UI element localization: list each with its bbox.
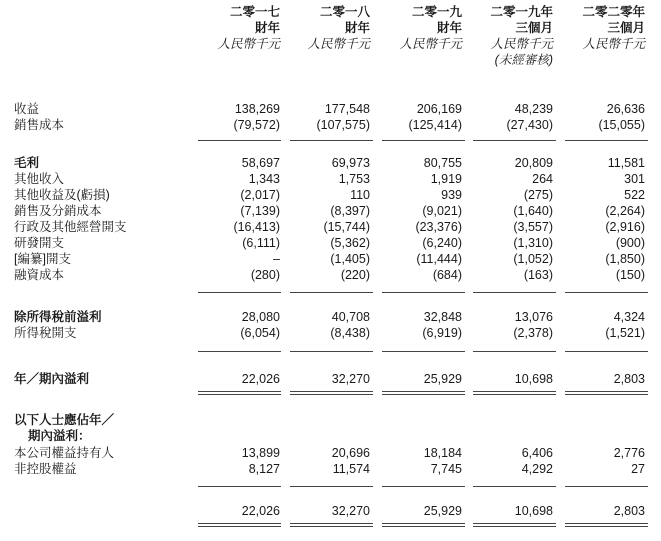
rule-single <box>198 292 281 293</box>
rule-single <box>382 351 465 352</box>
cell-value: (11,444) <box>416 252 462 266</box>
row-label: 銷售成本 <box>14 118 65 132</box>
rule-single <box>382 140 465 141</box>
rule-double <box>198 523 281 527</box>
cell-value: 177,548 <box>324 102 370 116</box>
cell-value: 206,169 <box>416 102 462 116</box>
row-label: 毛利 <box>14 156 40 170</box>
col-header-fy2018 <box>307 4 370 52</box>
cell-value: (2,378) <box>513 326 553 340</box>
cell-value: (125,414) <box>408 118 462 132</box>
col-header-3m2020 <box>582 4 645 52</box>
cell-value: (6,054) <box>240 326 280 340</box>
cell-value: (6,240) <box>422 236 462 250</box>
cell-value: 80,755 <box>423 156 462 170</box>
row-owners-of-company <box>0 445 661 461</box>
rule-double <box>473 391 556 395</box>
cell-value: (9,021) <box>422 204 462 218</box>
row-rnd-expenses <box>0 235 661 251</box>
cell-value: (1,850) <box>605 252 645 266</box>
cell-value: 48,239 <box>514 102 553 116</box>
cell-value: 110 <box>350 188 370 202</box>
cell-value: 2,776 <box>613 446 645 460</box>
row-label: 非控股權益 <box>14 462 77 476</box>
cell-value: 4,292 <box>521 462 553 476</box>
cell-value: (280) <box>250 268 280 282</box>
cell-value: 8,127 <box>248 462 280 476</box>
cell-value: 6,406 <box>521 446 553 460</box>
cell-value: 13,899 <box>241 446 280 460</box>
row-label: 年／期內溢利 <box>14 372 90 386</box>
rule-single <box>473 351 556 352</box>
col-header-line2: 三個月 <box>515 21 553 35</box>
cell-value: (1,640) <box>513 204 553 218</box>
cell-value: (6,111) <box>242 236 280 250</box>
col-header-line2: 財年 <box>436 21 462 35</box>
rule-double <box>565 391 648 395</box>
row-label: 以下人士應佔年／ <box>14 413 115 427</box>
cell-value: 18,184 <box>423 446 462 460</box>
col-header-line1: 二零一九 <box>411 5 462 19</box>
col-header-line2: 財年 <box>254 21 280 35</box>
cell-value: 522 <box>624 188 645 202</box>
col-header-unit: 人民幣千元 <box>399 37 462 51</box>
rule-double <box>290 523 373 527</box>
cell-value: 301 <box>624 172 645 186</box>
row-gross-profit <box>0 155 661 171</box>
rule-single <box>290 351 373 352</box>
row-listing-expenses <box>0 251 661 267</box>
cell-value: 28,080 <box>241 310 280 324</box>
cell-value: 27 <box>631 462 645 476</box>
rule-double <box>198 391 281 395</box>
rule-single <box>565 351 648 352</box>
cell-value: (15,055) <box>598 118 645 132</box>
cell-value: 11,574 <box>332 462 370 476</box>
col-header-line2: 財年 <box>344 21 370 35</box>
rule-single <box>198 486 281 487</box>
cell-value: 939 <box>441 188 462 202</box>
row-non-controlling-interests <box>0 461 661 477</box>
rule-double <box>290 391 373 395</box>
cell-value: 10,698 <box>514 504 553 518</box>
cell-value: 7,745 <box>430 462 462 476</box>
cell-value: (900) <box>615 236 645 250</box>
cell-value: 20,809 <box>514 156 553 170</box>
row-finance-costs <box>0 267 661 283</box>
row-selling-distribution <box>0 203 661 219</box>
row-label: 銷售及分銷成本 <box>14 204 102 218</box>
cell-value: (2,264) <box>605 204 645 218</box>
cell-value: (275) <box>523 188 553 202</box>
col-header-note: (未經審核) <box>494 53 553 67</box>
cell-value: 22,026 <box>241 372 280 386</box>
col-header-line1: 二零二零年 <box>582 5 645 19</box>
row-label: 除所得稅前溢利 <box>14 310 102 324</box>
rule-double <box>382 391 465 395</box>
cell-value: 26,636 <box>606 102 645 116</box>
rule-single <box>198 140 281 141</box>
cell-value: (107,575) <box>316 118 370 132</box>
rule-single <box>473 486 556 487</box>
rule-single <box>565 140 648 141</box>
cell-value: – <box>273 252 280 266</box>
row-label: [編纂]開支 <box>14 252 71 266</box>
cell-value: (150) <box>615 268 645 282</box>
rule-single <box>198 351 281 352</box>
cell-value: 20,696 <box>331 446 370 460</box>
cell-value: 138,269 <box>234 102 280 116</box>
rule-single <box>382 292 465 293</box>
cell-value: 13,076 <box>514 310 553 324</box>
col-header-fy2017 <box>217 4 280 52</box>
row-label: 融資成本 <box>14 268 65 282</box>
row-profit-for-period <box>0 371 661 387</box>
cell-value: (15,744) <box>323 220 370 234</box>
cell-value: 40,708 <box>331 310 370 324</box>
rule-single <box>565 292 648 293</box>
row-label: 研發開支 <box>14 236 65 250</box>
attributable-heading-line1 <box>0 412 661 428</box>
row-label: 其他收入 <box>14 172 65 186</box>
row-label: 所得稅開支 <box>14 326 77 340</box>
cell-value: 25,929 <box>423 504 462 518</box>
cell-value: 22,026 <box>241 504 280 518</box>
rule-double <box>565 523 648 527</box>
row-label: 本公司權益持有人 <box>14 446 115 460</box>
col-header-line1: 二零一八 <box>319 5 370 19</box>
cell-value: 32,270 <box>331 504 370 518</box>
cell-value: 2,803 <box>613 504 645 518</box>
cell-value: (163) <box>523 268 553 282</box>
row-other-gains-losses <box>0 187 661 203</box>
cell-value: (1,310) <box>513 236 553 250</box>
col-header-line2: 三個月 <box>607 21 645 35</box>
cell-value: 1,919 <box>430 172 462 186</box>
row-label: 行政及其他經營開支 <box>14 220 127 234</box>
row-profit-before-tax <box>0 309 661 325</box>
col-header-unit: 人民幣千元 <box>307 37 370 51</box>
cell-value: (27,430) <box>506 118 553 132</box>
rule-single <box>473 292 556 293</box>
rule-single <box>290 140 373 141</box>
cell-value: 264 <box>532 172 553 186</box>
cell-value: 2,803 <box>613 372 645 386</box>
rule-single <box>565 486 648 487</box>
cell-value: 32,848 <box>423 310 462 324</box>
rule-single <box>290 292 373 293</box>
col-header-line1: 二零一九年 <box>490 5 553 19</box>
cell-value: (1,521) <box>605 326 645 340</box>
cell-value: 10,698 <box>514 372 553 386</box>
cell-value: (79,572) <box>233 118 280 132</box>
cell-value: (6,919) <box>422 326 462 340</box>
cell-value: 58,697 <box>241 156 280 170</box>
cell-value: 32,270 <box>331 372 370 386</box>
col-header-unit: 人民幣千元 <box>217 37 280 51</box>
attributable-heading-line2 <box>0 428 661 444</box>
cell-value: (8,438) <box>330 326 370 340</box>
cell-value: (16,413) <box>233 220 280 234</box>
cell-value: (5,362) <box>330 236 370 250</box>
col-header-3m2019 <box>490 4 553 68</box>
col-header-unit: 人民幣千元 <box>582 37 645 51</box>
cell-value: (1,052) <box>513 252 553 266</box>
cell-value: 1,753 <box>338 172 370 186</box>
cell-value: 11,581 <box>607 156 645 170</box>
col-header-unit: 人民幣千元 <box>490 37 553 51</box>
cell-value: (23,376) <box>415 220 462 234</box>
row-revenue <box>0 101 661 117</box>
cell-value: 1,343 <box>248 172 280 186</box>
rule-double <box>382 523 465 527</box>
row-other-income <box>0 171 661 187</box>
cell-value: (684) <box>432 268 462 282</box>
cell-value: (8,397) <box>330 204 370 218</box>
cell-value: (2,017) <box>240 188 280 202</box>
row-label: 其他收益及(虧損) <box>14 188 110 202</box>
cell-value: (2,916) <box>605 220 645 234</box>
row-admin-expenses <box>0 219 661 235</box>
col-header-fy2019 <box>399 4 462 52</box>
row-cost-of-sales <box>0 117 661 133</box>
rule-single <box>290 486 373 487</box>
cell-value: 69,973 <box>331 156 370 170</box>
row-label: 期內溢利： <box>28 429 91 443</box>
rule-single <box>382 486 465 487</box>
cell-value: (3,557) <box>513 220 553 234</box>
row-label: 收益 <box>14 102 40 116</box>
row-total <box>0 503 661 519</box>
row-income-tax <box>0 325 661 341</box>
cell-value: (7,139) <box>240 204 280 218</box>
cell-value: 25,929 <box>423 372 462 386</box>
rule-double <box>473 523 556 527</box>
cell-value: 4,324 <box>613 310 645 324</box>
cell-value: (220) <box>340 268 370 282</box>
cell-value: (1,405) <box>330 252 370 266</box>
rule-single <box>473 140 556 141</box>
col-header-line1: 二零一七 <box>229 5 280 19</box>
